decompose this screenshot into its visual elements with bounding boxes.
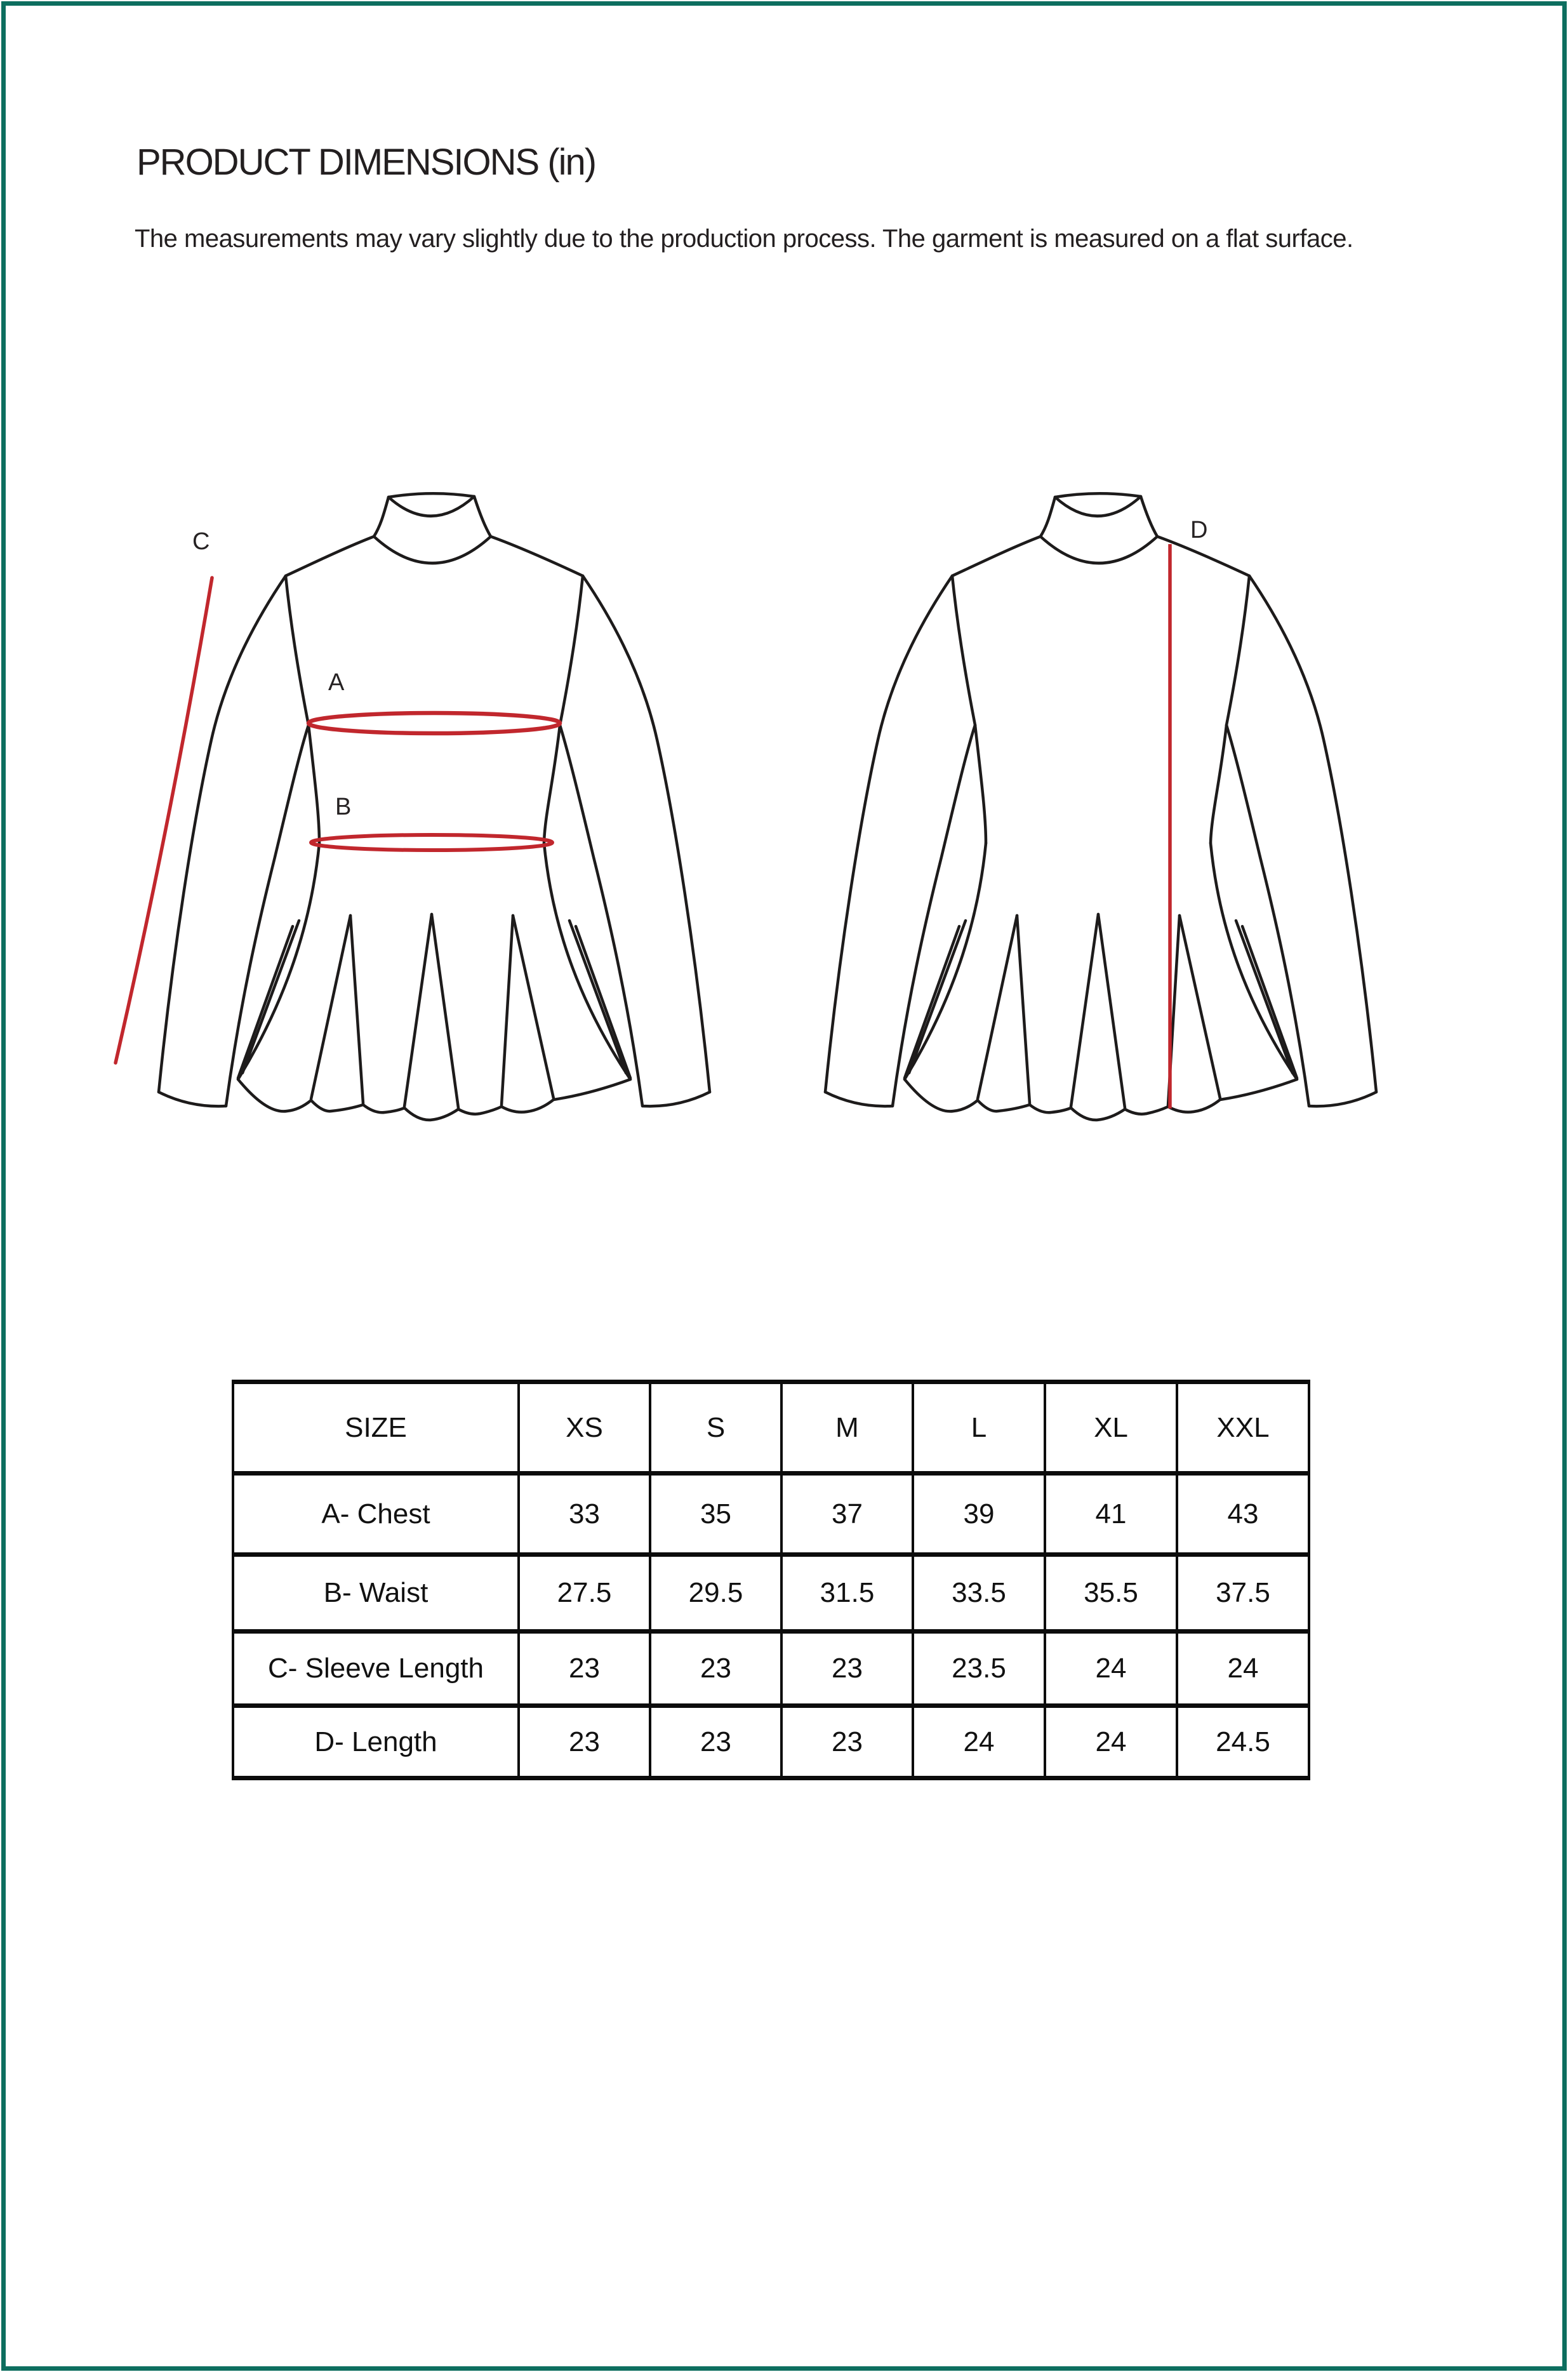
row-label: C- Sleeve Length: [233, 1632, 519, 1706]
waist-measure-ellipse: [311, 835, 552, 850]
cell-value: 24: [1045, 1706, 1177, 1778]
header-size: SIZE: [233, 1382, 519, 1474]
table-row-sleeve-length: [233, 1632, 1309, 1706]
header-xl: XL: [1045, 1382, 1177, 1474]
header-s: S: [650, 1382, 781, 1474]
cell-value: 23: [650, 1706, 781, 1778]
row-label: B- Waist: [233, 1555, 519, 1632]
cell-value: 23: [781, 1706, 913, 1778]
page-title: PRODUCT DIMENSIONS (in): [136, 142, 596, 183]
cell-value: 37: [781, 1474, 913, 1555]
table-row-chest: [233, 1474, 1309, 1555]
cell-value: 24: [1045, 1632, 1177, 1706]
cell-value: 24: [913, 1706, 1045, 1778]
cell-value: 37.5: [1177, 1555, 1309, 1632]
size-table: [232, 1380, 1310, 1780]
cell-value: 35.5: [1045, 1555, 1177, 1632]
cell-value: 35: [650, 1474, 781, 1555]
cell-value: 23: [519, 1632, 650, 1706]
cell-value: 29.5: [650, 1555, 781, 1632]
sleeve-measure-line: [116, 578, 212, 1063]
cell-value: 27.5: [519, 1555, 650, 1632]
front-view-drawing: [159, 493, 710, 1120]
header-xs: XS: [519, 1382, 650, 1474]
cell-value: 24: [1177, 1632, 1309, 1706]
sleeve-label: C: [192, 528, 210, 555]
page-subtitle: The measurements may vary slightly due to the production process. The garment is measured on a flat surface.: [135, 225, 1353, 253]
cell-value: 24.5: [1177, 1706, 1309, 1778]
header-m: M: [781, 1382, 913, 1474]
header-l: L: [913, 1382, 1045, 1474]
table-row-waist: [233, 1555, 1309, 1632]
table-row-length: [233, 1706, 1309, 1778]
cell-value: 39: [913, 1474, 1045, 1555]
cell-value: 33: [519, 1474, 650, 1555]
cell-value: 31.5: [781, 1555, 913, 1632]
cell-value: 41: [1045, 1474, 1177, 1555]
length-label: D: [1190, 517, 1208, 543]
header-xxl: XXL: [1177, 1382, 1309, 1474]
waist-label: B: [335, 794, 352, 820]
size-table-header-row: [233, 1382, 1309, 1474]
cell-value: 33.5: [913, 1555, 1045, 1632]
cell-value: 43: [1177, 1474, 1309, 1555]
cell-value: 23.5: [913, 1632, 1045, 1706]
cell-value: 23: [519, 1706, 650, 1778]
row-label: A- Chest: [233, 1474, 519, 1555]
chest-measure-ellipse: [309, 713, 560, 733]
cell-value: 23: [650, 1632, 781, 1706]
cell-value: 23: [781, 1632, 913, 1706]
back-view-drawing: [825, 493, 1376, 1120]
row-label: D- Length: [233, 1706, 519, 1778]
chest-label: A: [328, 669, 345, 696]
